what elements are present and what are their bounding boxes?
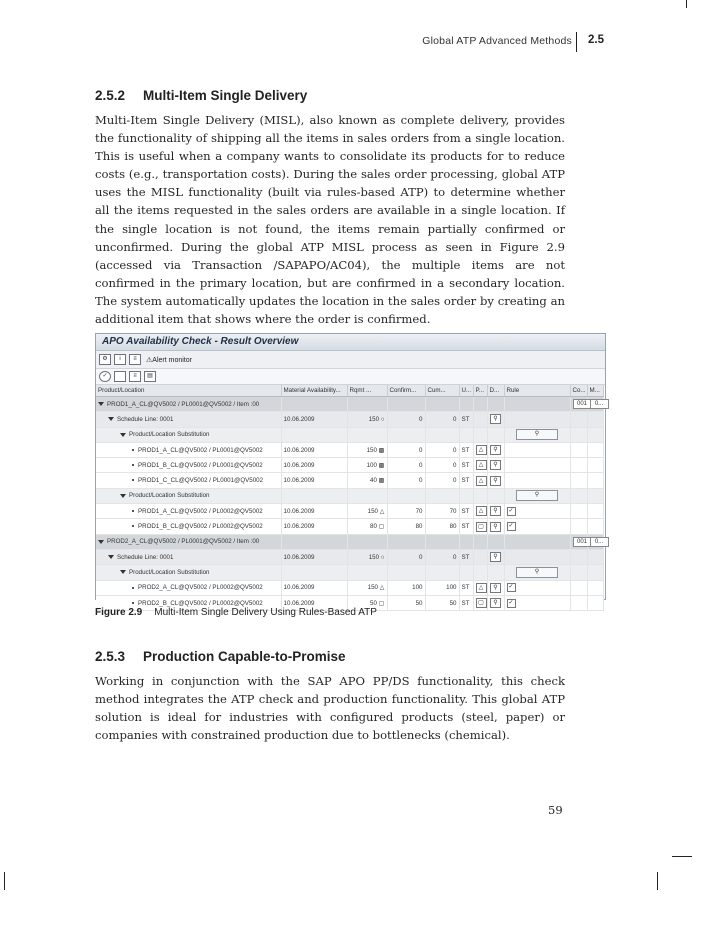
table-row[interactable] <box>96 565 603 580</box>
col-unit[interactable]: U... <box>459 385 473 397</box>
row-date: 10.06.2009 <box>281 504 347 519</box>
status-icon: ▢ <box>378 523 385 531</box>
expand-icon[interactable] <box>114 371 126 382</box>
toolbar-secondary <box>96 369 605 385</box>
col-requirement[interactable]: Rqmt ... <box>347 385 387 397</box>
section-number: 2.5.2 <box>95 88 126 103</box>
row-name: PROD2_A_CL@QV5002 / PL0001@QV5002 / Item <box>107 538 249 546</box>
row-unit: ST <box>459 412 473 427</box>
warning-icon[interactable]: △ <box>476 460 487 470</box>
table-row[interactable] <box>96 458 603 473</box>
body-paragraph: Multi-Item Single Delivery (MISL), also known as complete delivery, provides the functionality of shipping all the items in sales orders from a single location. This is useful when a company wants to consolidate its products for to reduce costs (e.g., transportation costs). During the sales order processing, global ATP uses the MISL functionality (built via rules-based ATP) to determine whether all the items requested in the sales orders are available in a single location. If the single location is not found, the items remain partially confirmed or unconfirmed. During the global ATP MISL process as seen in Figure 2.9 (accessed via Transaction /SAPAPO/AC04), the multiple items are not confirmed in the primary location, but are confirmed in a secondary location. The system automatically updates the location in the sales order by creating an additional item that shows where the order is confirmed. <box>95 113 565 327</box>
row-unit: ST <box>459 442 473 457</box>
row-confirmed: 70 <box>387 504 425 519</box>
status-icon: ▢ <box>378 599 385 607</box>
bullet-icon <box>132 464 134 466</box>
toolbar <box>96 351 605 369</box>
row-confirmed: 50 <box>387 595 425 610</box>
crop-mark <box>657 872 658 890</box>
rule-icon[interactable]: ⚲ <box>490 552 501 562</box>
rule-icon[interactable]: ⚲ <box>490 598 501 608</box>
settings-icon[interactable]: ⚙ <box>99 354 111 365</box>
square-icon[interactable]: ▢ <box>476 522 487 532</box>
alert-monitor-button[interactable]: ⚠Alert monitor <box>146 356 192 364</box>
bullet-icon <box>132 525 134 527</box>
table-row[interactable] <box>96 412 603 427</box>
row-cum: 0 <box>425 549 459 564</box>
alert-monitor-label: Alert monitor <box>152 356 192 364</box>
rule-icon[interactable]: ⚲ <box>490 476 501 486</box>
row-name: Product/Location Substitution <box>129 568 210 576</box>
row-name: Product/Location Substitution <box>129 431 210 439</box>
row-rqmt: 150 <box>367 507 378 515</box>
row-cum: 0 <box>425 412 459 427</box>
rule-icon[interactable]: ⚲ <box>490 522 501 532</box>
crop-mark <box>672 856 692 857</box>
warning-icon[interactable]: △ <box>476 445 487 455</box>
rule-icon[interactable]: ⚲ <box>490 583 501 593</box>
page-number: 59 <box>548 803 563 817</box>
document-icon[interactable]: ≡ <box>129 354 141 365</box>
section-title: Production Capable-to-Promise <box>143 649 346 664</box>
row-cum: 0 <box>425 442 459 457</box>
row-cum: 0 <box>425 458 459 473</box>
row-confirmed: 100 <box>387 580 425 595</box>
row-date: 10.06.2009 <box>281 412 347 427</box>
row-cum: 50 <box>425 595 459 610</box>
bullet-icon <box>132 587 134 589</box>
bullet-icon <box>132 449 134 451</box>
table-row[interactable] <box>96 519 603 534</box>
running-title: Global ATP Advanced Methods <box>422 35 572 47</box>
row-rqmt: 40 <box>370 477 377 485</box>
row-cum: 80 <box>425 519 459 534</box>
checkbox-icon[interactable]: ✓ <box>508 599 514 606</box>
col-cumulative[interactable]: Cum... <box>425 385 459 397</box>
row-cum: 0 <box>425 473 459 488</box>
m-field[interactable]: 0... <box>590 399 609 409</box>
row-confirmed: 0 <box>387 473 425 488</box>
crop-mark <box>4 872 5 890</box>
status-icon: ○ <box>380 553 385 561</box>
table-row[interactable] <box>96 397 603 412</box>
row-name: PROD2_B_CL@QV5002 / PL0002@QV5002 <box>138 599 263 607</box>
row-cum: 100 <box>425 580 459 595</box>
row-name: PROD1_A_CL@QV5002 / PL0001@QV5002 <box>138 446 263 454</box>
row-confirmed: 0 <box>387 442 425 457</box>
row-rqmt: 150 <box>368 415 380 423</box>
col-d[interactable]: D... <box>487 385 504 397</box>
col-co[interactable]: Co... <box>570 385 587 397</box>
rule-button[interactable]: ⚲ <box>516 567 558 578</box>
rule-icon[interactable]: ⚲ <box>490 460 501 470</box>
rule-button[interactable]: ⚲ <box>516 490 558 501</box>
status-icon: ▩ <box>378 477 385 485</box>
warning-icon[interactable]: △ <box>476 476 487 486</box>
figure-label: Figure 2.9 <box>95 607 143 618</box>
section-heading <box>95 88 307 103</box>
row-confirmed: 80 <box>387 519 425 534</box>
row-date: 10.06.2009 <box>281 473 347 488</box>
col-confirmed[interactable]: Confirm... <box>387 385 425 397</box>
expand-triangle-icon[interactable] <box>108 417 114 421</box>
row-name: PROD1_B_CL@QV5002 / PL0001@QV5002 <box>138 461 263 469</box>
checkbox-icon[interactable]: ✓ <box>508 523 514 530</box>
row-date: 10.06.2009 <box>281 519 347 534</box>
bullet-icon <box>132 479 134 481</box>
co-field[interactable]: 001 <box>573 537 592 547</box>
status-icon: ▩ <box>378 446 385 454</box>
checkbox-icon[interactable]: ✓ <box>508 507 514 514</box>
row-unit: ST <box>459 595 473 610</box>
body-paragraph: Working in conjunction with the SAP APO PP/DS functionality, this check method integrates the ATP check and production functionality. This global ATP solution is ideal for industries with configured products (steel, paper) or companies with constrained production due to bottlenecks (chemical). <box>95 674 565 743</box>
status-icon: △ <box>379 584 385 592</box>
row-date: 10.06.2009 <box>281 580 347 595</box>
row-date: 10.06.2009 <box>281 595 347 610</box>
crop-mark <box>686 0 687 8</box>
row-name: PROD2_A_CL@QV5002 / PL0002@QV5002 <box>138 584 263 592</box>
row-name: Product/Location Substitution <box>129 492 210 500</box>
row-unit: ST <box>459 519 473 534</box>
row-date: 10.06.2009 <box>281 458 347 473</box>
section-heading <box>95 649 346 664</box>
bullet-icon <box>132 510 134 512</box>
table-row[interactable] <box>96 504 603 519</box>
row-rqmt: 100 <box>366 461 377 469</box>
table-row[interactable] <box>96 488 603 503</box>
col-product-location[interactable]: Product/Location <box>96 385 281 397</box>
grid-header-row <box>96 385 603 397</box>
section-number: 2.5.3 <box>95 649 126 664</box>
table-row[interactable] <box>96 473 603 488</box>
expand-triangle-icon[interactable] <box>108 555 114 559</box>
col-rule[interactable]: Rule <box>504 385 570 397</box>
window-title: APO Availability Check - Result Overview <box>96 334 605 351</box>
section-title: Multi-Item Single Delivery <box>143 88 308 103</box>
row-rqmt: 80 <box>370 523 377 531</box>
row-confirmed: 0 <box>387 412 425 427</box>
expand-triangle-icon[interactable] <box>120 433 126 437</box>
status-icon: △ <box>379 507 385 515</box>
figure-caption-text: Multi-Item Single Delivery Using Rules-Based ATP <box>154 607 377 618</box>
row-unit: ST <box>459 504 473 519</box>
col-m[interactable]: M... <box>587 385 603 397</box>
col-material-availability[interactable]: Material Availability... <box>281 385 347 397</box>
row-name: PROD1_A_CL@QV5002 / PL0002@QV5002 <box>138 507 263 515</box>
warning-icon[interactable]: △ <box>476 506 487 516</box>
row-rqmt: 150 <box>366 446 377 454</box>
row-name: PROD1_C_CL@QV5002 / PL0001@QV5002 <box>138 477 264 485</box>
expand-triangle-icon[interactable] <box>120 494 126 498</box>
rule-icon[interactable]: ⚲ <box>490 445 501 455</box>
row-rqmt: 50 <box>370 599 377 607</box>
info-icon[interactable]: i <box>114 354 126 365</box>
square-icon[interactable]: ▢ <box>476 598 487 608</box>
rule-icon[interactable]: ⚲ <box>490 414 501 424</box>
expand-triangle-icon[interactable] <box>98 540 104 544</box>
row-rqmt: 150 <box>368 553 380 561</box>
table-row[interactable] <box>96 580 603 595</box>
rule-button[interactable]: ⚲ <box>516 429 558 440</box>
expand-triangle-icon[interactable] <box>98 402 104 406</box>
row-date: 10.06.2009 <box>281 549 347 564</box>
running-section-number: 2.5 <box>588 34 604 46</box>
figure-caption <box>95 607 377 618</box>
expand-triangle-icon[interactable] <box>120 570 126 574</box>
sap-screenshot-figure <box>95 333 606 607</box>
layout-icon[interactable]: ▤ <box>144 371 156 382</box>
table-row[interactable] <box>96 442 603 457</box>
status-icon: ○ <box>380 415 385 423</box>
row-name: PROD1_B_CL@QV5002 / PL0002@QV5002 <box>138 523 263 531</box>
result-grid <box>96 385 604 611</box>
table-row[interactable] <box>96 427 603 442</box>
row-rqmt: 150 <box>367 584 378 592</box>
status-icon: ▩ <box>378 461 385 469</box>
row-unit: ST <box>459 549 473 564</box>
row-name: PROD1_A_CL@QV5002 / PL0001@QV5002 / Item <box>107 400 249 408</box>
row-cum: 70 <box>425 504 459 519</box>
checkbox-icon[interactable]: ✓ <box>508 584 514 591</box>
row-unit: ST <box>459 473 473 488</box>
row-item-number: :00 <box>250 400 260 408</box>
row-name: Schedule Line: 0001 <box>117 415 174 423</box>
collapse-icon[interactable]: ≡ <box>129 371 141 382</box>
check-icon[interactable]: ✓ <box>99 371 111 382</box>
row-item-number: :00 <box>250 538 260 546</box>
co-field[interactable]: 001 <box>573 399 592 409</box>
table-row[interactable] <box>96 549 603 564</box>
row-date: 10.06.2009 <box>281 442 347 457</box>
m-field[interactable]: 0... <box>590 537 609 547</box>
row-confirmed: 0 <box>387 458 425 473</box>
col-p[interactable]: P... <box>473 385 487 397</box>
bullet-icon <box>132 602 134 604</box>
warning-icon[interactable]: △ <box>476 583 487 593</box>
row-name: Schedule Line: 0001 <box>117 553 174 561</box>
running-header <box>0 34 728 50</box>
row-unit: ST <box>459 580 473 595</box>
row-confirmed: 0 <box>387 549 425 564</box>
header-divider <box>576 32 577 52</box>
row-unit: ST <box>459 458 473 473</box>
table-row[interactable] <box>96 534 603 549</box>
rule-icon[interactable]: ⚲ <box>490 506 501 516</box>
